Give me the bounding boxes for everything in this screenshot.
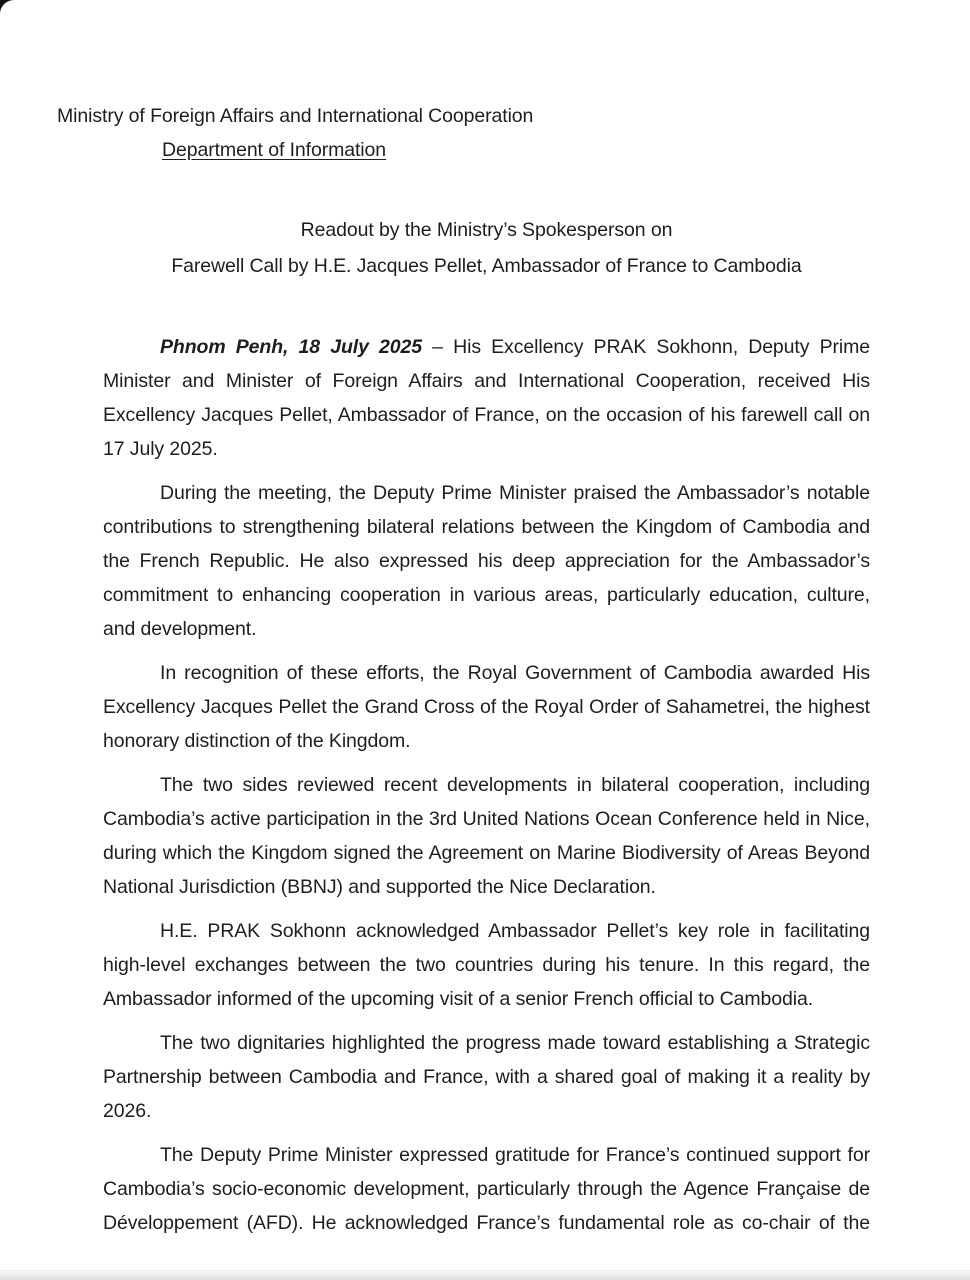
paragraph-text: His Excellency PRAK Sokhonn, Deputy Prime Minister and Minister of Foreign Affairs and International Cooperation, received His Excellency Jacques Pellet, Ambassador of France, on the occasion of his farewell call on 17 July 2025. [103,336,870,460]
dateline: Phnom Penh, 18 July 2025 [160,336,422,358]
paragraph-cutoff: The Deputy Prime Minister expressed gratitude for France’s continued support for Cambodia’s socio-economic development, particularly through the Agence Française de Développement (AFD). He acknowledged France’s fundamental role as co-chair of the [103,1144,870,1234]
document-body [103,330,870,1240]
title-line-1: Readout by the Ministry’s Spokesperson on [300,219,673,241]
paragraph: The two dignitaries highlighted the progress made toward establishing a Strategic Partnership between Cambodia and France, with a shared goal of making it a reality by 2026. [103,1032,870,1122]
title-line-2: Farewell Call by H.E. Jacques Pellet, Ambassador of France to Cambodia [171,255,802,277]
dateline-separator: – [422,336,454,358]
document-title [103,212,870,284]
paragraph: H.E. PRAK Sokhonn acknowledged Ambassador Pellet’s key role in facilitating high-level exchanges between the two countries during his tenure. In this regard, the Ambassador informed of the upcoming visit of a senior French official to Cambodia. [103,920,870,1010]
ministry-name: Ministry of Foreign Affairs and International Cooperation [57,105,534,127]
bottom-ui-strip [0,1270,970,1280]
paragraph: The two sides reviewed recent developments in bilateral cooperation, including Cambodia’s active participation in the 3rd United Nations Ocean Conference held in Nice, during which the Kingdom signed the Agreement on Marine Biodiversity of Areas Beyond National Jurisdiction (BBNJ) and supported the Nice Declaration. [103,774,870,898]
paragraph-dateline [103,330,870,466]
department-name: Department of Information [162,139,387,161]
paragraph: In recognition of these efforts, the Royal Government of Cambodia awarded His Excellency Jacques Pellet the Grand Cross of the Royal Order of Sahametrei, the highest honorary distinction of the Kingdom. [103,662,870,752]
paragraph: During the meeting, the Deputy Prime Minister praised the Ambassador’s notable contributions to strengthening bilateral relations between the Kingdom of Cambodia and the French Republic. He also expressed his deep appreciation for the Ambassador’s commitment to enhancing cooperation in various areas, particularly education, culture, and development. [103,482,870,640]
screen-corner-artifact [0,0,14,14]
